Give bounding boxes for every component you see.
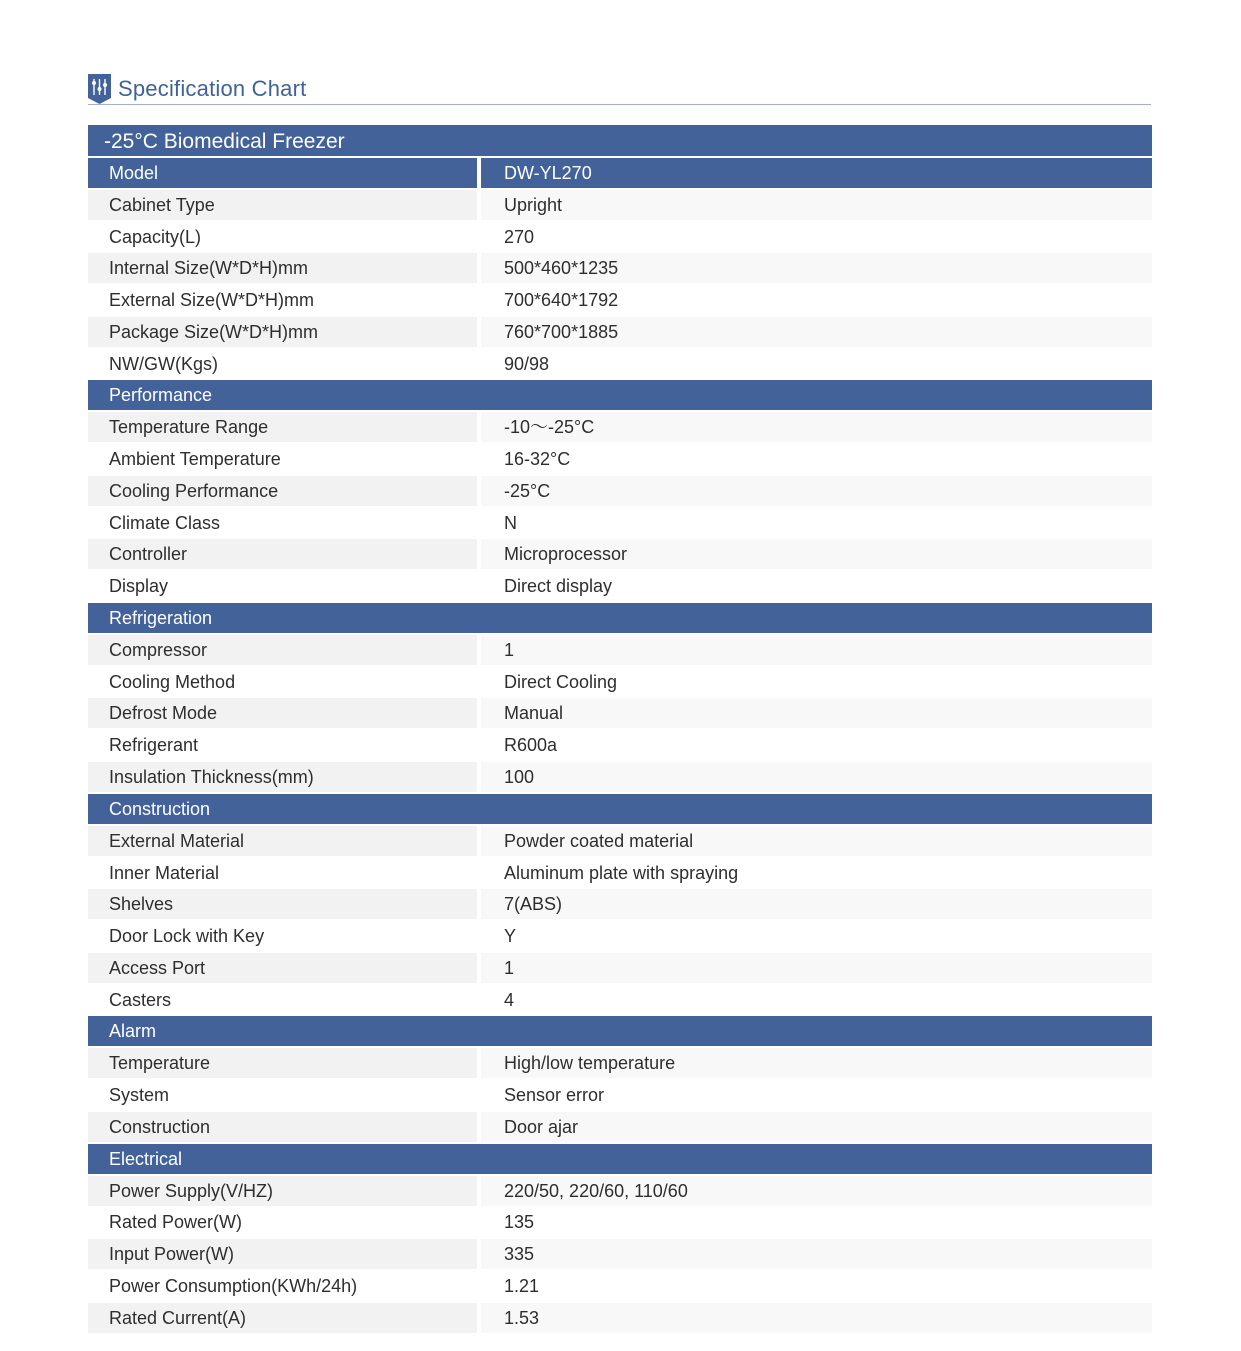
row-value: 16-32°C bbox=[481, 444, 1152, 474]
row-label: Internal Size(W*D*H)mm bbox=[88, 253, 477, 283]
table-row bbox=[88, 635, 1152, 665]
table-row bbox=[88, 190, 1152, 220]
row-label: External Material bbox=[88, 826, 477, 856]
row-label: Package Size(W*D*H)mm bbox=[88, 317, 477, 347]
row-label: Temperature bbox=[88, 1048, 477, 1078]
table-row bbox=[88, 1239, 1152, 1269]
row-value: -25°C bbox=[481, 476, 1152, 506]
table-row bbox=[88, 1207, 1152, 1237]
row-label: Shelves bbox=[88, 889, 477, 919]
row-label: Defrost Mode bbox=[88, 698, 477, 728]
spec-chart-heading bbox=[88, 72, 1151, 105]
table-row bbox=[88, 730, 1152, 760]
row-value: 220/50, 220/60, 110/60 bbox=[481, 1176, 1152, 1206]
row-label: Refrigerant bbox=[88, 730, 477, 760]
row-value: Door ajar bbox=[481, 1112, 1152, 1142]
table-row bbox=[88, 1303, 1152, 1333]
row-value: N bbox=[481, 508, 1152, 538]
row-label: NW/GW(Kgs) bbox=[88, 349, 477, 379]
row-label: External Size(W*D*H)mm bbox=[88, 285, 477, 315]
row-value: 135 bbox=[481, 1207, 1152, 1237]
model-value: DW-YL270 bbox=[481, 158, 1152, 188]
row-label: Compressor bbox=[88, 635, 477, 665]
row-value: Direct Cooling bbox=[481, 667, 1152, 697]
row-value: 1 bbox=[481, 635, 1152, 665]
row-value: 1.53 bbox=[481, 1303, 1152, 1333]
row-value: Y bbox=[481, 921, 1152, 951]
row-value: 1.21 bbox=[481, 1271, 1152, 1301]
row-value: 1 bbox=[481, 953, 1152, 983]
table-row bbox=[88, 222, 1152, 252]
row-value: 7(ABS) bbox=[481, 889, 1152, 919]
table-row bbox=[88, 698, 1152, 728]
row-value: R600a bbox=[481, 730, 1152, 760]
row-label: Cooling Method bbox=[88, 667, 477, 697]
row-value: 335 bbox=[481, 1239, 1152, 1269]
row-label: Capacity(L) bbox=[88, 222, 477, 252]
row-value: 500*460*1235 bbox=[481, 253, 1152, 283]
row-label: Controller bbox=[88, 539, 477, 569]
table-row bbox=[88, 444, 1152, 474]
row-label: Door Lock with Key bbox=[88, 921, 477, 951]
section-refrigeration bbox=[88, 635, 1152, 792]
table-row bbox=[88, 539, 1152, 569]
row-label: Rated Current(A) bbox=[88, 1303, 477, 1333]
row-label: Rated Power(W) bbox=[88, 1207, 477, 1237]
row-label: Temperature Range bbox=[88, 412, 477, 442]
row-label: Access Port bbox=[88, 953, 477, 983]
section-performance bbox=[88, 412, 1152, 601]
table-row bbox=[88, 985, 1152, 1015]
row-value: 100 bbox=[481, 762, 1152, 792]
table-row bbox=[88, 762, 1152, 792]
page-title: Specification Chart bbox=[118, 76, 307, 101]
row-value: Microprocessor bbox=[481, 539, 1152, 569]
spec-table bbox=[88, 125, 1152, 1334]
section-header-electrical: Electrical bbox=[88, 1144, 1152, 1174]
row-value: 700*640*1792 bbox=[481, 285, 1152, 315]
model-row bbox=[88, 158, 1152, 188]
table-row bbox=[88, 412, 1152, 442]
row-label: System bbox=[88, 1080, 477, 1110]
row-label: Cabinet Type bbox=[88, 190, 477, 220]
table-row bbox=[88, 1048, 1152, 1078]
row-label: Cooling Performance bbox=[88, 476, 477, 506]
table-row bbox=[88, 1176, 1152, 1206]
row-value: Manual bbox=[481, 698, 1152, 728]
table-row bbox=[88, 1112, 1152, 1142]
table-row bbox=[88, 953, 1152, 983]
row-value: Aluminum plate with spraying bbox=[481, 858, 1152, 888]
table-row bbox=[88, 667, 1152, 697]
row-value: 90/98 bbox=[481, 349, 1152, 379]
equalizer-icon bbox=[88, 74, 111, 104]
section-construction bbox=[88, 826, 1152, 1015]
table-row bbox=[88, 349, 1152, 379]
row-label: Construction bbox=[88, 1112, 477, 1142]
table-row bbox=[88, 1080, 1152, 1110]
row-label: Inner Material bbox=[88, 858, 477, 888]
table-row bbox=[88, 858, 1152, 888]
table-row bbox=[88, 1271, 1152, 1301]
row-label: Climate Class bbox=[88, 508, 477, 538]
row-value: 760*700*1885 bbox=[481, 317, 1152, 347]
row-value: 4 bbox=[481, 985, 1152, 1015]
row-value: Powder coated material bbox=[481, 826, 1152, 856]
row-label: Power Supply(V/HZ) bbox=[88, 1176, 477, 1206]
row-value: 270 bbox=[481, 222, 1152, 252]
section-header-refrigeration: Refrigeration bbox=[88, 603, 1152, 633]
row-label: Input Power(W) bbox=[88, 1239, 477, 1269]
row-value: High/low temperature bbox=[481, 1048, 1152, 1078]
section-header-performance: Performance bbox=[88, 380, 1152, 410]
table-row bbox=[88, 826, 1152, 856]
row-label: Power Consumption(KWh/24h) bbox=[88, 1271, 477, 1301]
section-general bbox=[88, 190, 1152, 379]
table-row bbox=[88, 571, 1152, 601]
row-value: Upright bbox=[481, 190, 1152, 220]
table-row bbox=[88, 253, 1152, 283]
model-label: Model bbox=[88, 158, 481, 188]
row-label: Ambient Temperature bbox=[88, 444, 477, 474]
row-value: -10～-25°C bbox=[481, 412, 1152, 442]
product-title: -25°C Biomedical Freezer bbox=[88, 125, 1152, 156]
row-label: Insulation Thickness(mm) bbox=[88, 762, 477, 792]
section-header-alarm: Alarm bbox=[88, 1016, 1152, 1046]
table-row bbox=[88, 476, 1152, 506]
table-row bbox=[88, 508, 1152, 538]
section-header-construction: Construction bbox=[88, 794, 1152, 824]
row-label: Casters bbox=[88, 985, 477, 1015]
row-value: Sensor error bbox=[481, 1080, 1152, 1110]
row-value: Direct display bbox=[481, 571, 1152, 601]
table-row bbox=[88, 285, 1152, 315]
section-alarm bbox=[88, 1048, 1152, 1142]
table-row bbox=[88, 317, 1152, 347]
row-label: Display bbox=[88, 571, 477, 601]
section-electrical bbox=[88, 1176, 1152, 1333]
table-row bbox=[88, 921, 1152, 951]
table-row bbox=[88, 889, 1152, 919]
